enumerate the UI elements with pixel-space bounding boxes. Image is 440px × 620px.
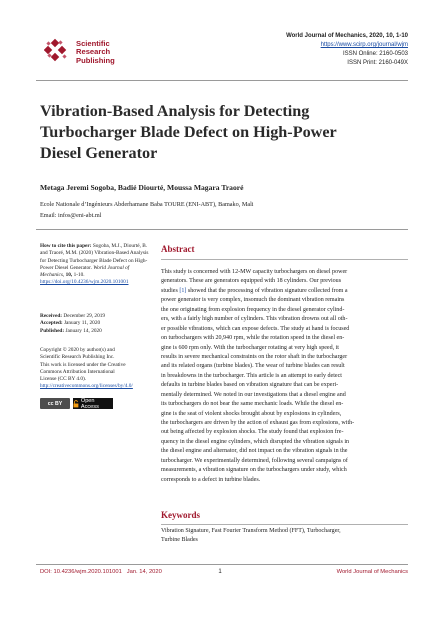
publisher-name: Scientific Research Publishing [76, 39, 115, 65]
issn-online: ISSN Online: 2160-0503 [342, 51, 408, 57]
journal-line: World Journal of Mechanics, 2020, 10, 1-10 [286, 33, 408, 39]
dates-block: Received: December 29, 2019 Accepted: January 11, 2020 Published: January 14, 2020 [40, 313, 106, 334]
open-access-badge: Open Access [73, 398, 113, 409]
keywords-heading: Keywords [161, 510, 200, 520]
affiliation: Ecole Nationale d’Ingénieurs Abderhamane Baba TOURE (ENI-ABT), Bamako, Mali [40, 201, 254, 208]
journal-url-link[interactable]: https://www.scirp.org/journal/wjm [320, 42, 408, 48]
header-divider [36, 80, 408, 81]
author-list: Metaga Jeremi Sogoba, Badié Diourté, Moussa Magara Traoré [40, 183, 244, 192]
footer-divider [36, 564, 408, 565]
issn-print: ISSN Print: 2160-049X [347, 60, 408, 66]
author-email: Email: infos@eni-abt.ml [40, 212, 102, 219]
abstract-body: This study is concerned with 12-MW capacity turbochargers on diesel power generators. These are generators equipped with 18 cylinders. Our previous studies [1] showed that the processing of vibration signature collected from a power generator is very complex, insomuch the dominant vibration remains the one originating from explosion frequency in the diesel generator cylind- ers, with a fairly high number of cylinders. This vibration drowns out all oth- er possible vibrations, which can expose defects. The study at hand is focused on turbochargers with 20,940 rpm, while the rotation speed in the diesel en- gine is 600 rpm only. With the turbocharger rotating at very high speed, it results in severe mechanical constraints on the rotor shaft in the turbocharger and its related organs (turbine blades). The wear of turbine blades can result in breakdowns in the turbocharger. This article is an attempt to early detect defaults in turbine blades based on vibration signature that can be experi- mentally determined. We noted in our investigations that a diesel engine and its turbochargers do not bear the same mechanic loads. While the diesel en- gine is the seat of violent shocks brought about by explosions in cylinders, the turbochargers are driven by the action of exhaust gas from explosions, with- out being affected by explosion shocks. The study found that explosion fre- quency in the diesel engine cylinders, which disrupted the vibration signals in the diesel engine and alternator, did not impact on the vibration signals in the turbocharger. We experimentally determined, following several campaigns of measurements, a vibration signature on the turbochargers under study, which corresponds to a defect in turbine blades. [161, 269, 355, 483]
footer-journal: World Journal of Mechanics [336, 569, 408, 575]
doi-link[interactable]: https://doi.org/10.4236/wjm.2020.101001 [40, 279, 129, 286]
cc-by-badge[interactable]: cc BY [40, 398, 70, 409]
citation-block: How to cite this paper: Sogoba, M.J., Diourté, B. and Traoré, M.M. (2020) Vibration-Based Analysis for Detecting Turbocharger Blade Defect on High-Power Diesel Generator. World Journal of Mechanics, 10, 1-10. https://doi.org/10.4236/wjm.2020.101001 [40, 243, 152, 287]
abstract-heading: Abstract [161, 244, 195, 254]
footer-date: Jan. 14, 2020 [126, 569, 162, 575]
paper-title: Vibration-Based Analysis for Detecting Turbocharger Blade Defect on High-Power Diesel Generator [40, 102, 337, 162]
keywords-divider [161, 524, 408, 525]
page-number: 1 [218, 569, 222, 575]
scirp-logo-icon [44, 38, 70, 64]
title-divider [36, 229, 408, 230]
published-date: January 14, 2020 [65, 327, 102, 334]
footer-doi: DOI: 10.4236/wjm.2020.101001 Jan. 14, 2020 [40, 569, 162, 575]
accepted-date: January 11, 2020 [63, 320, 101, 327]
keywords-list: Vibration Signature, Fast Fourier Transform Method (FFT), Turbocharger, Turbine Blades [161, 528, 341, 544]
open-lock-icon [73, 400, 79, 408]
license-badges [40, 398, 113, 409]
journal-info [286, 32, 408, 68]
copyright-block: Copyright © 2020 by author(s) and Scientific Research Publishing Inc. This work is licensed under the Creative Commons Attribution International License (CC BY 4.0). http://creativecommons.org/licenses/by/4.0/ [40, 347, 152, 391]
reference-link[interactable]: [1] [179, 287, 187, 294]
received-date: December 29, 2019 [63, 313, 106, 319]
abstract-divider [161, 259, 408, 260]
license-link[interactable]: http://creativecommons.org/licenses/by/4.0/ [40, 383, 133, 390]
